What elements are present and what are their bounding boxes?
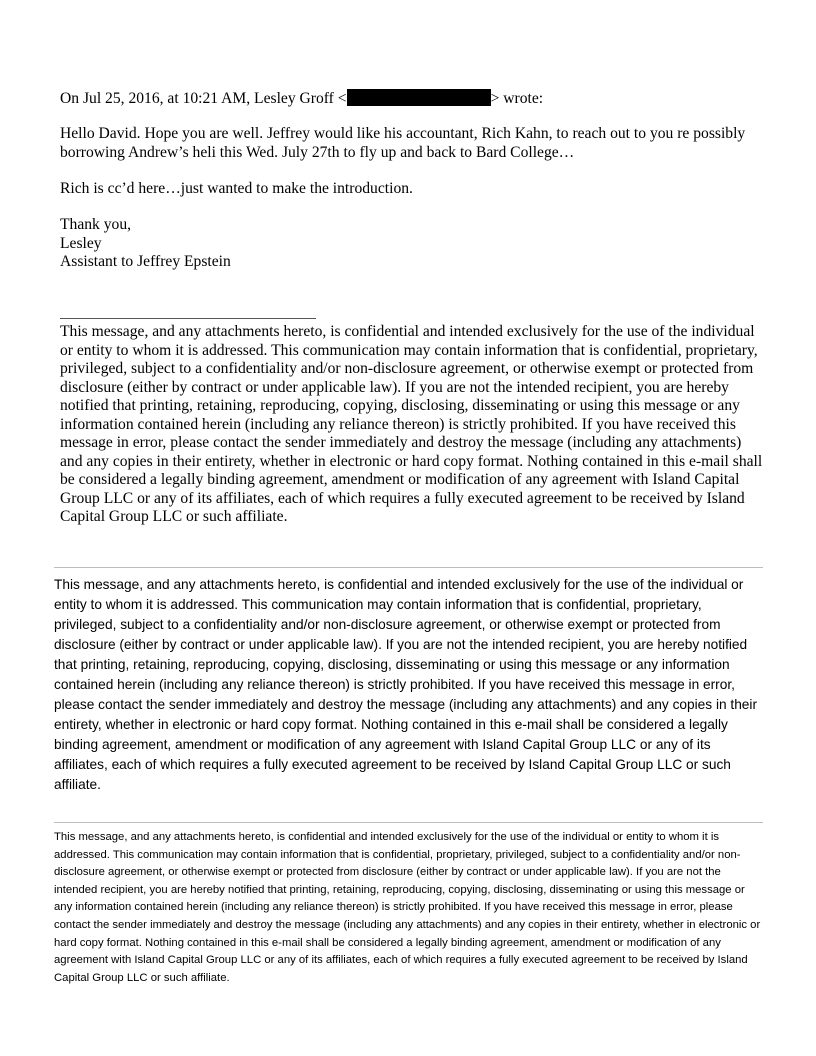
- email-header-prefix: On Jul 25, 2016, at 10:21 AM, Lesley Groff <: [60, 90, 347, 107]
- signature-name: Lesley: [60, 234, 102, 252]
- email-greeting-paragraph: Hello David. Hope you are well. Jeffrey would like his accountant, Rich Kahn, to reach out to you re possibly borrowing Andrew’s heli this Wed. July 27th to fly up and back to Bard College…: [60, 125, 746, 161]
- disclaimer-small: This message, and any attachments hereto, is confidential and intended exclusively for the use of the individual or entity to whom it is addressed. This communication may contain information that is confidential, proprietary, privileged, subject to a confidentiality and/or non-disclosure agreement, or otherwise exempt or protected from disclosure (either by contract or under applicable law). If you are not the intended recipient, you are hereby notified that printing, retaining, reproducing, copying, disclosing, disseminating or using this message or any information contained herein (including any reliance thereon) is strictly prohibited. If you have received this message in error, please contact the sender immediately and destroy the message (including any attachments) and any copies in their entirety, whether in electronic or hard copy format. Nothing contained in this e-mail shall be considered a legally binding agreement, amendment or modification of any agreement with Island Capital Group LLC or any of its affiliates, each of which requires a fully executed agreement to be received by Island Capital Group LLC or such affiliate.: [54, 831, 761, 984]
- email-signoff: [60, 216, 760, 272]
- disclaimer-serif: This message, and any attachments hereto, is confidential and intended exclusively for the use of the individual or entity to whom it is addressed. This communication may contain information that is confidential, proprietary, privileged, subject to a confidentiality and/or non-disclosure agreement, or otherwise exempt or protected from disclosure (either by contract or under applicable law). If you are not the intended recipient, you are hereby notified that printing, retaining, reproducing, copying, disclosing, disseminating or using this message or any information contained herein (including any reliance thereon) is strictly prohibited. If you have received this message in error, please contact the sender immediately and destroy the message (including any attachments) and any copies in their entirety, whether in electronic or hard copy format. Nothing contained in this e-mail shall be considered a legally binding agreement, amendment or modification of any agreement with Island Capital Group LLC or any of its affiliates, each of which requires a fully executed agreement to be received by Island Capital Group LLC or such affiliate.: [60, 323, 763, 525]
- email-header-line: [60, 89, 760, 109]
- disclaimer-medium: This message, and any attachments hereto, is confidential and intended exclusively for the use of the individual or entity to whom it is addressed. This communication may contain information that is confidential, proprietary, privileged, subject to a confidentiality and/or non-disclosure agreement, or otherwise exempt or protected from disclosure (either by contract or under applicable law). If you are not the intended recipient, you are hereby notified that printing, retaining, reproducing, copying, disclosing, disseminating or using this message or any information contained herein (including any reliance thereon) is strictly prohibited. If you have received this message in error, please contact the sender immediately and destroy the message (including any attachments) and any copies in their entirety, whether in electronic or hard copy format. Nothing contained in this e-mail shall be considered a legally binding agreement, amendment or modification of any agreement with Island Capital Group LLC or any of its affiliates, each of which requires a fully executed agreement to be received by Island Capital Group LLC or such affiliate.: [54, 577, 758, 792]
- signature-title: Assistant to Jeffrey Epstein: [60, 253, 231, 270]
- section-divider: [54, 822, 763, 823]
- redacted-email-address: [347, 89, 491, 106]
- email-closing: Thank you,: [60, 216, 132, 233]
- section-divider: [54, 567, 763, 568]
- email-header-suffix: > wrote:: [490, 90, 544, 107]
- email-intro-paragraph: Rich is cc’d here…just wanted to make the introduction.: [60, 180, 413, 197]
- signature-divider: [60, 318, 316, 319]
